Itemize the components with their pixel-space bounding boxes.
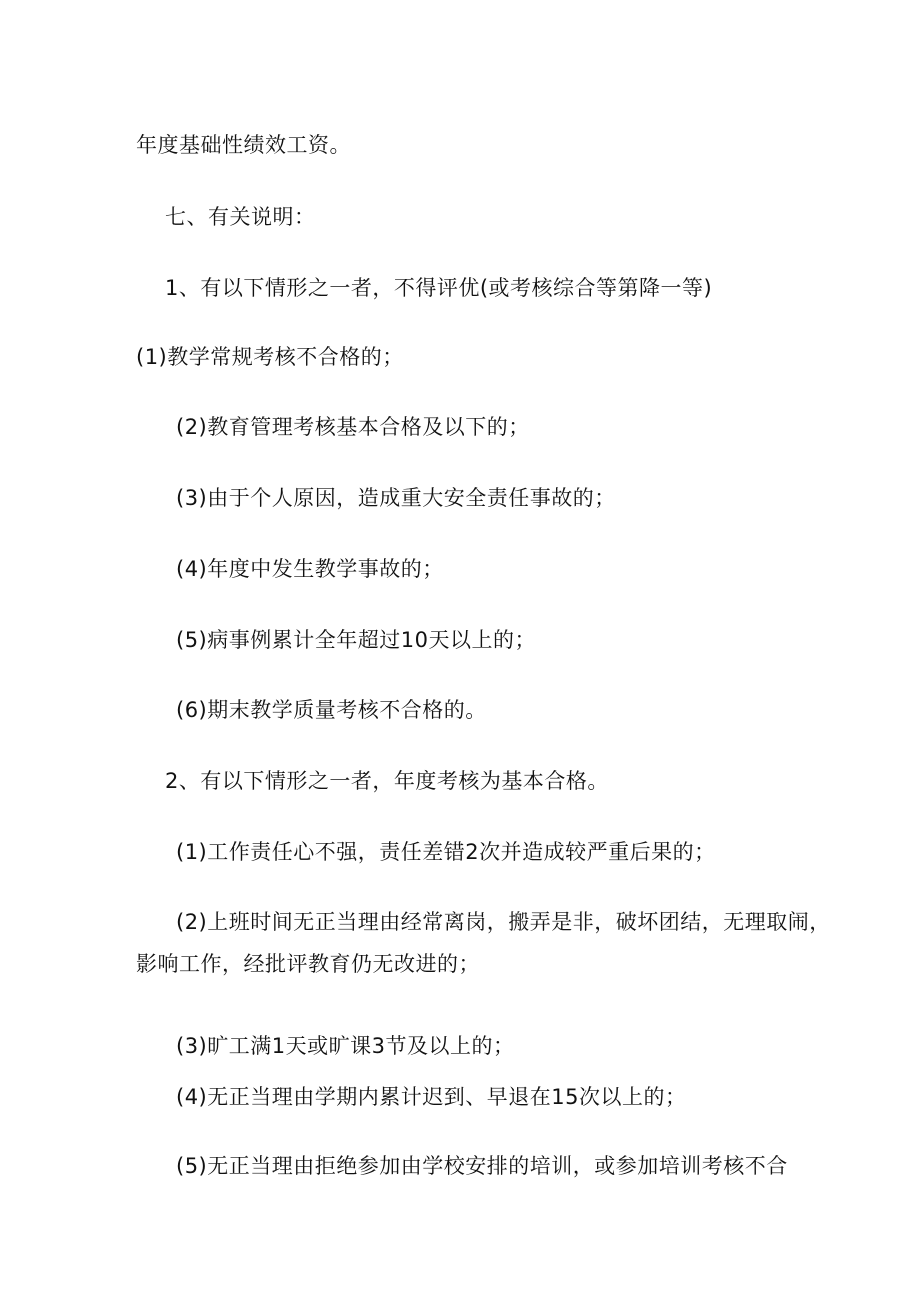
rule-heading-no-excellence: 1、有以下情形之一者，不得评优(或考核综合等第降一等) [165, 276, 713, 300]
list-item-1-1: (1)教学常规考核不合格的； [136, 345, 404, 369]
list-item-1-3: (3)由于个人原因，造成重大安全责任事故的； [176, 486, 616, 510]
text-line-salary: 年度基础性绩效工资。 [136, 133, 351, 157]
list-item-2-2: (2)上班时间无正当理由经常离岗，搬弄是非，破坏团结，无理取闹， [176, 910, 831, 934]
list-item-2-1: (1)工作责任心不强，责任差错2次并造成较严重后果的； [176, 840, 716, 864]
list-item-2-5: (5)无正当理由拒绝参加由学校安排的培训，或参加培训考核不合 [176, 1154, 788, 1178]
rule-heading-basic-pass: 2、有以下情形之一者，年度考核为基本合格。 [165, 769, 609, 793]
list-item-1-4: (4)年度中发生教学事故的； [176, 557, 444, 581]
list-item-2-3: (3)旷工满1天或旷课3节及以上的； [176, 1034, 515, 1058]
list-item-1-6: (6)期末教学质量考核不合格的。 [176, 698, 487, 722]
section-heading-notes: 七、有关说明： [165, 205, 316, 229]
list-item-1-5: (5)病事例累计全年超过10天以上的； [176, 628, 536, 652]
list-item-2-2-continued: 影响工作，经批评教育仍无改进的； [136, 952, 480, 976]
list-item-2-4: (4)无正当理由学期内累计迟到、早退在15次以上的； [176, 1085, 687, 1109]
list-item-1-2: (2)教育管理考核基本合格及以下的； [176, 415, 530, 439]
